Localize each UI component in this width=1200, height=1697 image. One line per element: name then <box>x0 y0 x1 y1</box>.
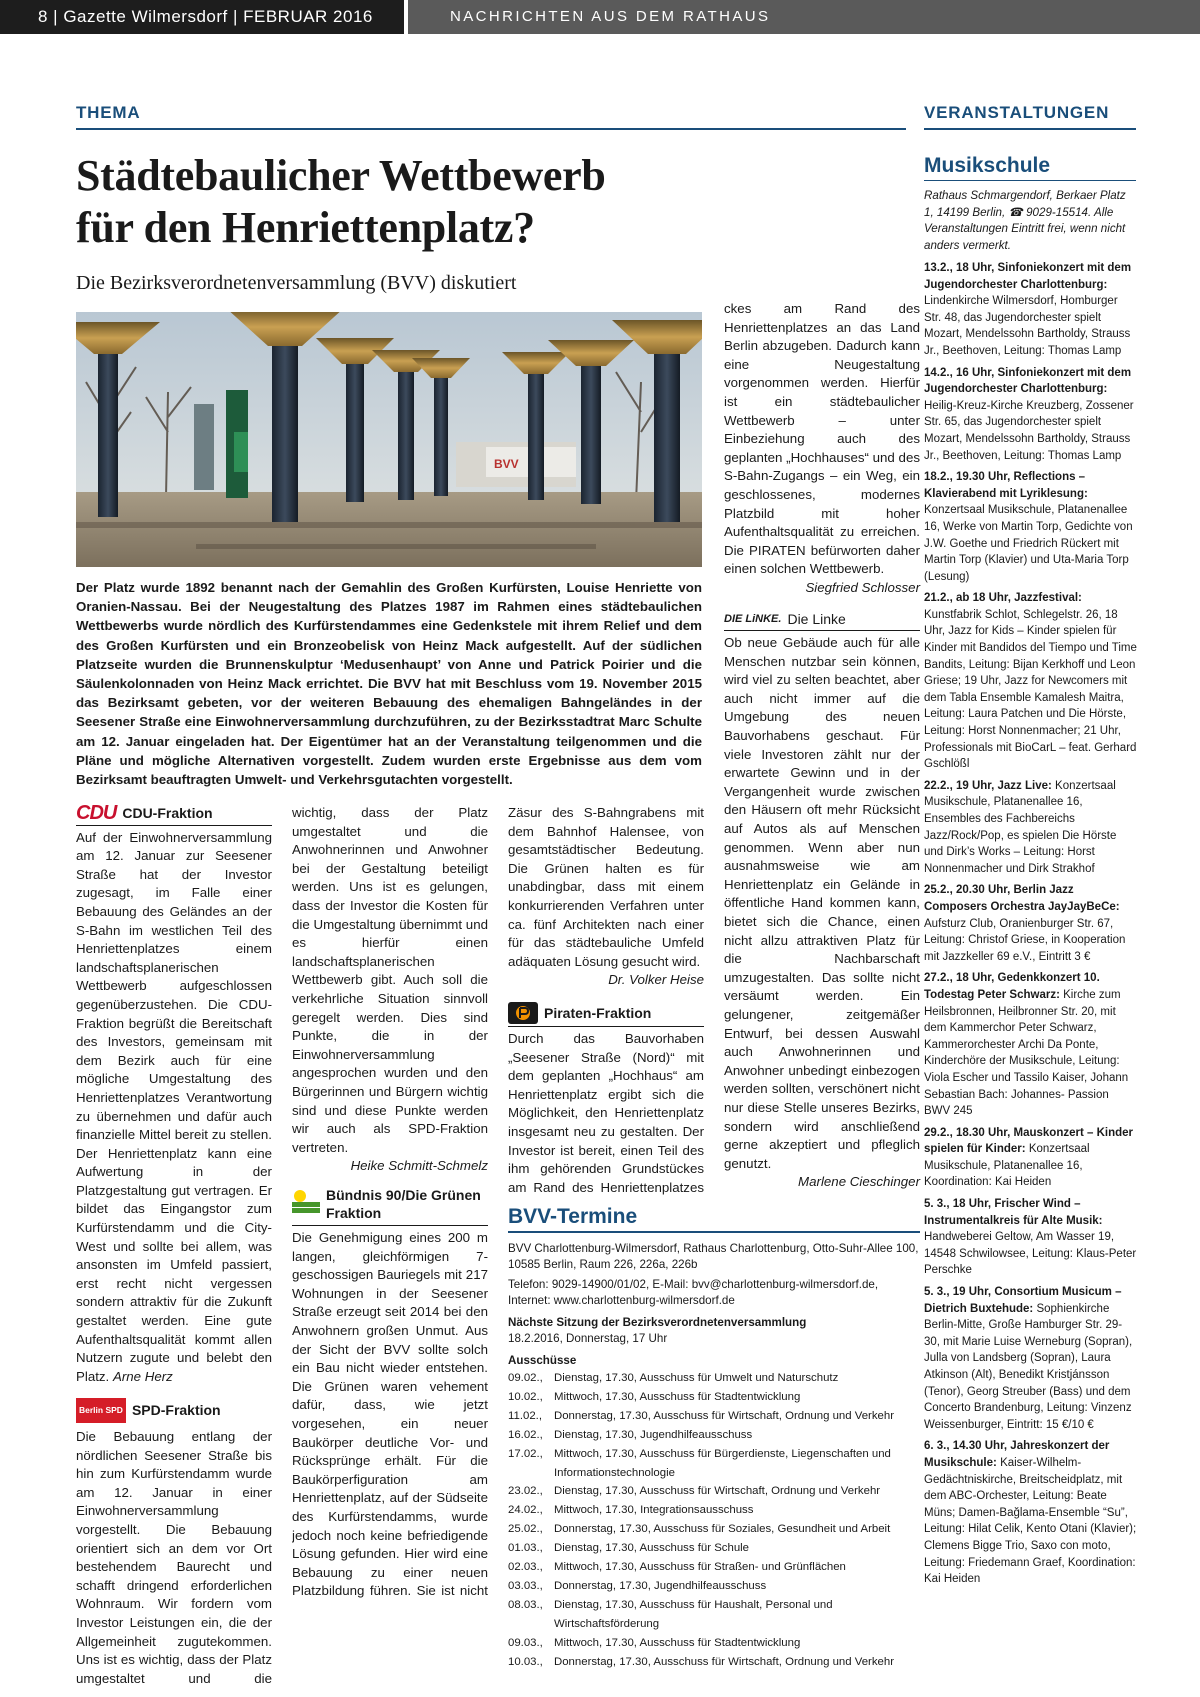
committee-date: 25.02., <box>508 1523 543 1536</box>
committee-text: Donnerstag, 17.30, Ausschuss für Wirtschaft, Ordnung und Verkehr <box>554 1655 894 1668</box>
committee-text: Donnerstag, 17.30, Jugendhilfeausschuss <box>554 1579 767 1592</box>
event-item <box>924 1125 1138 1191</box>
committee-item <box>508 1577 920 1596</box>
committee-text: Mittwoch, 17.30, Integrationsausschuss <box>554 1504 754 1517</box>
gruene-signature: Dr. Volker Heise <box>608 972 704 988</box>
committee-text: Mittwoch, 17.30, Ausschuss für Stadtentwicklung <box>554 1390 801 1403</box>
event-item <box>924 365 1138 465</box>
committee-date: 11.02., <box>508 1409 542 1422</box>
linke-text: Ob neue Gebäude auch für alle Menschen nutzbar sein können, wird viel zu selten beachtet, aber auch nicht immer auf die Umgebung des neuen Bauvorhabens geschaut. Für viele Investoren zählt nur der erwartete Gewinn und in der Vergangenheit wurde zwischen den Häusern oft mehr Rücksicht auf Autos als auf Menschen genommen. Wenn aber nun ausnahmsweise wie am Henriettenplatz ein Gelände in öffentliche Hand kommen kann, bietet sich die Chance, einen nicht allzu attraktiven Platz für die Nachbarschaft umzugestalten. Das sollte nicht versäumt werden. Ein gelungener, zeitgemäßer Entwurf, bei dessen Auswahl auch Anwohnerinnen und Anwohner unbedingt einbezogen werden sollten, verschönert nicht nur diese Stelle unseres Bezirks, sondern wird anschließend gerne akzeptiert und pfleglich genutzt. <box>724 635 920 1171</box>
committee-text: Dienstag, 17.30, Ausschuss für Wirtschaft, Ordnung und Verkehr <box>554 1485 881 1498</box>
event-item <box>924 1196 1138 1279</box>
header-divider <box>404 0 408 34</box>
committee-item <box>508 1445 920 1483</box>
committee-item <box>508 1482 920 1501</box>
linke-logo: DIE LiNKE. <box>724 612 782 625</box>
committee-item <box>508 1539 920 1558</box>
committee-date: 23.02., <box>508 1485 543 1498</box>
committee-date: 17.02., <box>508 1447 543 1460</box>
committee-date: 01.03., <box>508 1542 543 1555</box>
event-head: 5. 3., 19 Uhr, Consortium Musicum – Dietrich Buxtehude: <box>924 1286 1122 1315</box>
piraten-signature: Siegfried Schlosser <box>805 579 920 595</box>
event-body: Sophienkirche Berlin-Mitte, Große Hamburger Str. 29-30, mit Marie Luise Werneburg (Sopran), Julla von Landsberg (Sopran), Laura Atkinson (Alt), Benedikt Kristjánsson (Tenor), Georg Streuber (Bass) und dem Concerto Brandenburg, Leitung: Vinzenz Weissenburger, Eintritt: 15 €/10 € <box>924 1302 1133 1431</box>
column-4 <box>724 300 920 1192</box>
piraten-header <box>508 1002 704 1027</box>
musikschule-rule <box>924 180 1136 181</box>
spd-title: SPD-Fraktion <box>131 1402 221 1419</box>
piraten-text-continued: ckes am Rand des Henriettenplatzes an das Land Berlin abzugeben. Dadurch kann eine Neugestaltung vorgenommen werden. Hierfür ist ein städtebaulicher Wettbewerb – unter Einbeziehung auch des geplanten „Hochhauses“ und des S-Bahn-Zugangs – ein Weg, ein geschlossenes, modernes Platzbild mit hoher Aufenthaltsqualität zu erreichen. Die PIRATEN befürworten daher einen solchen Wettbewerb. <box>724 301 920 577</box>
committee-text: Mittwoch, 17.30, Ausschuss für Straßen- und Grünflächen <box>554 1561 846 1574</box>
committee-date: 08.03., <box>508 1598 543 1611</box>
event-body: Heilig-Kreuz-Kirche Kreuzberg, Zossener Str. 65, das Jugendorchester spielt Mozart, Mendelssohn Bartholdy, Strauss Jr., Beethoven, Leitung: Thomas Lamp <box>924 399 1134 462</box>
cdu-logo: CDU <box>76 802 117 824</box>
committee-item <box>508 1520 920 1539</box>
gruene-text: Die Genehmigung eines 200 m langen, gleichförmigen 7-geschossigen Bauriegels mit 217 Wohnungen in der Seesener Straße erzeugt seit 2014 bei den Anwohnern großen Unmut. Aus der Sicht der BVV sollte solch ein Bau nicht wieder entstehen. Die Grünen waren vehement dafür, dass, wie jetzt vorgesehen, ein neuer Baukörper deutliche Vor- und Rücksprünge erhält. Für die Baukörperfiguration am Henriettenplatz, auf der Südseite des Kurfürstendamms, wurde jedoch noch keine befriedigende Lösung gefunden. Hier wird eine Bebauung zu einer neuen Platzbildung führen. Sie ist nicht <box>292 1230 488 1599</box>
committee-item <box>508 1634 920 1653</box>
sunflower-icon <box>292 1188 320 1214</box>
linke-title: Die Linke <box>787 610 846 627</box>
committee-text: Dienstag, 17.30, Ausschuss für Umwelt und Naturschutz <box>554 1372 839 1384</box>
bvv-contact: Telefon: 9029-14900/01/02, E-Mail: bvv@charlottenburg-wilmersdorf.de, Internet: www.charlottenburg-wilmersdorf.de <box>508 1278 879 1307</box>
event-item <box>924 970 1138 1119</box>
bvv-address: BVV Charlottenburg-Wilmersdorf, Rathaus Charlottenburg, Otto-Suhr-Allee 100, 10585 Berlin, Raum 226, 226a, 226b <box>508 1242 919 1271</box>
gruene-title-2: Fraktion <box>326 1205 382 1222</box>
event-item <box>924 260 1138 360</box>
column-1 <box>76 804 272 1688</box>
section-label-veranstaltungen: VERANSTALTUNGEN <box>924 103 1110 122</box>
gruene-text-continued: Zäsur des S-Bahngrabens mit dem Bahnhof Halensee, von gesamtstädtischer Bedeutung. Die Grünen halten es für unabdingbar, dass mit einem konkurrierenden Verfahren unter ca. fünf Architekten nach einer für das städtebauliche Umfeld adäquaten Lösung gesucht wird. Dr. Volker Heise <box>508 804 704 971</box>
gruene-title: Bündnis 90/Die Grünen <box>326 1186 481 1203</box>
page-header-info: 8 | Gazette Wilmersdorf | FEBRUAR 2016 <box>0 0 404 34</box>
committee-item <box>508 1426 920 1445</box>
committee-date: 24.02., <box>508 1504 543 1517</box>
gruene-logo <box>292 1188 320 1214</box>
musikschule-title: Musikschule <box>924 154 1051 177</box>
event-head: 22.2., 19 Uhr, Jazz Live: <box>924 779 1052 792</box>
committee-item <box>508 1558 920 1577</box>
event-head: 27.2., 18 Uhr, Gedenkkonzert 10. Todestag Peter Schwarz: <box>924 972 1100 1001</box>
event-body: Konzertsaal Musikschule, Platanenallee 16, Ensembles des Fachbereichs Jazz/Rock/Pop, es spielen Die Hörste und Dirk’s Works – Leitung: Horst Nonnenmacher und Dirk Strakhof <box>924 779 1117 875</box>
event-body: Konzertsaal Musikschule, Platanenallee 16, Werke von Martin Torp, Gedichte von J.W. Goethe und Friedrich Rückert mit Martin Torp (Klavier) und Uta-Maria Torp (Lesung) <box>924 504 1133 583</box>
committee-item <box>508 1653 920 1672</box>
committee-text: Mittwoch, 17.30, Ausschuss für Bürgerdienste, Liegenschaften und Informationstechnologie <box>554 1447 891 1479</box>
event-body: Handweberei Geltow, Am Wasser 19, 14548 Schwilowsee, Leitung: Klaus-Peter Perschke <box>924 1231 1137 1277</box>
piraten-text: Durch das Bauvorhaben „Seesener Straße (Nord)“ mit dem geplanten „Hochhaus“ am Henriettenplatz ergibt sich die Möglichkeit, den Henriettenplatz insgesamt neu zu gestalten. Der Investor ist bereit, einen Teil des ihm gehörenden Grundstückes am Rand des Henriettenplatzes <box>508 1030 704 1195</box>
page-header-section: NACHRICHTEN AUS DEM RATHAUS <box>404 0 1200 34</box>
article-headline <box>76 150 636 254</box>
committee-text: Donnerstag, 17.30, Ausschuss für Soziales, Gesundheit und Arbeit <box>554 1523 891 1536</box>
event-head: 13.2., 18 Uhr, Sinfoniekonzert mit dem Jugendorchester Charlottenburg: <box>924 262 1132 291</box>
musikschule-intro: Rathaus Schmargendorf, Berkaer Platz 1, 14199 Berlin, ☎ 9029-15514. Alle Veranstaltungen Eintritt frei, wenn nicht anders vermerkt. <box>924 189 1126 252</box>
spd-text-continued: wichtig, dass der Platz umgestaltet und die Anwohnerinnen und Anwohner bei der Gestaltung beteiligt werden. Uns ist es gelungen, dass der Investor die Kosten für die Umgestaltung übernimmt und es hierfür einen landschaftsplanerischen Wettbewerb gibt. Auch soll die verkehrliche Situation sinnvoll geregelt werden. Dies sind Punkte, die in der Einwohnerversammlung angesprochen wurden und den Bürgerinnen und Bürgern wichtig sind und diese Punkte werden wir auch als SPD-Fraktion vertreten. <box>292 805 488 1155</box>
committee-text: Donnerstag, 17.30, Ausschuss für Wirtschaft, Ordnung und Verkehr <box>554 1409 894 1422</box>
bvv-next-label: Nächste Sitzung der Bezirksverordnetenversammlung <box>508 1316 807 1329</box>
cdu-header <box>76 804 272 826</box>
gruene-header <box>292 1186 488 1226</box>
event-head: 21.2., ab 18 Uhr, Jazzfestival: <box>924 592 1082 605</box>
bvv-title: BVV-Termine <box>508 1205 920 1233</box>
article-subline: Die Bezirksverordnetenversammlung (BVV) diskutiert <box>76 272 517 294</box>
event-body: Kunstfabrik Schlot, Schlegelstr. 26, 18 Uhr, Jazz for Kids – Kinder spielen für Kinder mit Bandidos del Tiempo und Time Bandits, Leitung: Bijan Kerkhoff und Leon Griese; 19 Uhr, Jazz for Newcomers mit dem Tabla Ensemble Kamalesh Maitra, Leitung: Laura Patchen und Die Hörste, Leitung: Horst Nonnenmacher; 21 Uhr, Professionals mit BioCarL – feat. Gerhard Gschlößl <box>924 608 1137 771</box>
headline-line-1: Städtebaulicher Wettbewerb <box>76 151 606 200</box>
veranstaltungen-rule <box>924 128 1136 130</box>
event-item <box>924 882 1138 965</box>
event-item <box>924 1284 1138 1433</box>
committee-text: Dienstag, 17.30, Jugendhilfeausschuss <box>554 1428 753 1441</box>
event-list <box>924 260 1138 1593</box>
committee-text: Dienstag, 17.30, Ausschuss für Haushalt, Personal und Wirtschaftsförderung <box>554 1598 833 1630</box>
section-label-thema: THEMA <box>76 103 141 122</box>
bvv-next-date: 18.2.2016, Donnerstag, 17 Uhr <box>508 1332 668 1345</box>
event-item <box>924 1438 1138 1587</box>
spd-signature: Heike Schmitt-Schmelz <box>350 1158 488 1174</box>
committee-item <box>508 1407 920 1426</box>
committee-text: Mittwoch, 17.30, Ausschuss für Stadtentwicklung <box>554 1636 801 1649</box>
committee-date: 10.03., <box>508 1655 543 1668</box>
committee-item <box>508 1501 920 1520</box>
event-head: 18.2., 19.30 Uhr, Reflections – Klavierabend mit Lyriklesung: <box>924 471 1088 500</box>
piraten-title: Piraten-Fraktion <box>544 1004 652 1021</box>
event-head: 29.2., 18.30 Uhr, Mauskonzert – Kinder spielen für Kinder: <box>924 1126 1133 1156</box>
committee-item <box>508 1596 920 1634</box>
headline-line-2: für den Henriettenplatz? <box>76 203 535 252</box>
bus-sign: BVV <box>494 457 519 471</box>
committee-item <box>508 1388 920 1407</box>
committee-date: 09.03., <box>508 1636 543 1649</box>
spd-header <box>76 1398 272 1425</box>
committee-date: 03.03., <box>508 1579 543 1592</box>
pirate-flag-icon <box>508 1002 538 1024</box>
spd-logo: Berlin SPD <box>76 1398 126 1423</box>
event-item <box>924 469 1138 585</box>
committee-date: 09.02., <box>508 1372 543 1384</box>
piraten-logo <box>508 1002 538 1024</box>
cdu-text: Auf der Einwohnerversammlung am 12. Januar zur Seesener Straße hat der Investor zugesagt, im Falle einer Bebauung des Geländes an der S-Bahn im westlichen Teil des Henriettenplatzes einem landschaftsplanerischen Wettbewerb aufgeschlossen gegenüberzustehen. Die CDU-Fraktion begrüßt die Bereitschaft des Investors, gemeinsam mit dem Bezirk auch für eine mögliche Umgestaltung des Henriettenplatzes Verantwortung zu übernehmen und dafür auch finanzielle Mittel bereit zu stellen. Der Henriettenplatz kann eine Aufwertung in der Platzgestaltung gut vertragen. Er bildet das Eingangstor zum Kurfürstendamm und die City-West und sollte bei allem, was ansonsten im Umfeld passiert, erst recht nicht vergessen sondern attraktiv für die Zukunft gestaltet werden. Eine gute Aufenthaltsqualität kommt allen Nutzern zugute und belebt den Platz. <box>76 829 272 1384</box>
linke-signature: Marlene Cieschinger <box>798 1174 920 1190</box>
event-body: Aufsturz Club, Oranienburger Str. 67, Leitung: Christof Griese, in Kooperation mit Jazzkeller 69 e.V., Eintritt 3 € <box>924 917 1126 963</box>
event-body: Kirche zum Heilsbronnen, Heilbronner Str. 20, mit dem Kammerchor Peter Schwarz, Kammerorchester Archi Da Ponte, Kinderchöre der Musikschule, Leitung: Viola Escher und Tassilo Kaiser, Johann Sebastian Bach: Johannes- Passion BWV 245 <box>924 988 1129 1118</box>
bvv-termine-box <box>508 1205 920 1672</box>
event-body: Kaiser-Wilhelm-Gedächtniskirche, Breitscheidplatz, mit dem ABC-Orchester, Leitung: Beate Müns; Damen-Bağlama-Ensemble “Su”, Leitung: Hilat Celik, Kento Otani (Klavier); Clemens Bigge Trio, Saxo con moto, Leitung: Friedemann Graef, Koordination: Kai Heiden <box>924 1456 1137 1586</box>
event-head: 14.2., 16 Uhr, Sinfoniekonzert mit dem Jugendorchester Charlottenburg: <box>924 366 1132 396</box>
bvv-committees-label: Ausschüsse <box>508 1354 577 1367</box>
column-2 <box>292 804 488 1601</box>
article-photo <box>76 312 702 567</box>
column-3 <box>508 804 704 1200</box>
committee-text: Dienstag, 17.30, Ausschuss für Schule <box>554 1542 750 1555</box>
linke-header <box>724 610 920 632</box>
spd-text: Die Bebauung entlang der nördlichen Seesener Straße bis hin zum Kurfürstendamm wurde am 12. Januar in einer Einwohnerversammlung vorgestellt. Die Bebauung orientiert sich an dem vor Ort bestehendem Baurecht und schafft dringend erforderlichen Wohnraum. Wir fordern vom Investor Leistungen ein, die der Allgemeinheit zugutekommen. Uns ist es wichtig, dass der Platz umgestaltet und die <box>76 1429 272 1686</box>
committee-list <box>508 1369 920 1672</box>
cdu-signature: Arne Herz <box>112 1368 173 1384</box>
event-item <box>924 778 1138 878</box>
committee-date: 16.02., <box>508 1428 543 1441</box>
event-item <box>924 590 1138 773</box>
cdu-title: CDU-Fraktion <box>122 805 213 821</box>
committee-date: 10.02., <box>508 1390 543 1403</box>
event-body: Lindenkirche Wilmersdorf, Homburger Str. 48, das Jugendorchester spielt Mozart, Mendelssohn Bartholdy, Strauss Jr., Beethoven, Leitung: Thomas Lamp <box>924 295 1131 357</box>
thema-rule <box>76 128 906 130</box>
committee-item <box>508 1369 920 1388</box>
committee-date: 02.03., <box>508 1561 543 1574</box>
event-head: 6. 3., 14.30 Uhr, Jahreskonzert der Musikschule: <box>924 1440 1110 1469</box>
article-intro: Der Platz wurde 1892 benannt nach der Gemahlin des Großen Kurfürsten, Louise Henriette von Oranien-Nassau. Bei der Neugestaltung des Platzes 1987 im Rahmen eines städtebaulichen Wettbewerbs wurde nördlich des Kurfürstendammes eine Gedenkstele mit ihrem Relief und dem des Großen Kurfürsten und ein Bronzeobelisk von Heinz Mack aufgestellt. Auf der südlichen Platzseite wurden die Brunnenskulptur ‘Medusenhaupt’ von Anne und Patrick Poirier und die Säulenkolonnaden von Heinz Mack errichtet. Die BVV hat mit Beschluss vom 19. November 2015 das Bezirksamt gebeten, vor der weiteren Bebauung des ehemaligen Bahngeländes in der Seesener Straße eine Einwohnerversammlung durchzuführen, zu der Bezirksstadtrat Marc Schulte am 12. Januar eingeladen hat. Der Eigentümer hat an der Veranstaltung teilgenommen und die Pläne und mögliche Alternativen vorgestellt. Zudem wurden erste Ergebnisse aus dem vom Bezirksamt beauftragten Umwelt- und Verkehrsgutachten vorgestellt. <box>76 580 702 788</box>
event-head: 5. 3., 18 Uhr, Frischer Wind – Instrumentalkreis für Alte Musik: <box>924 1198 1103 1227</box>
photo-colonnade <box>76 312 702 567</box>
event-body: Konzertsaal Musikschule, Platanenallee 16, Koordination: Kai Heiden <box>924 1143 1090 1189</box>
event-head: 25.2., 20.30 Uhr, Berlin Jazz Composers Orchestra JayJayBeCe: <box>924 884 1120 913</box>
